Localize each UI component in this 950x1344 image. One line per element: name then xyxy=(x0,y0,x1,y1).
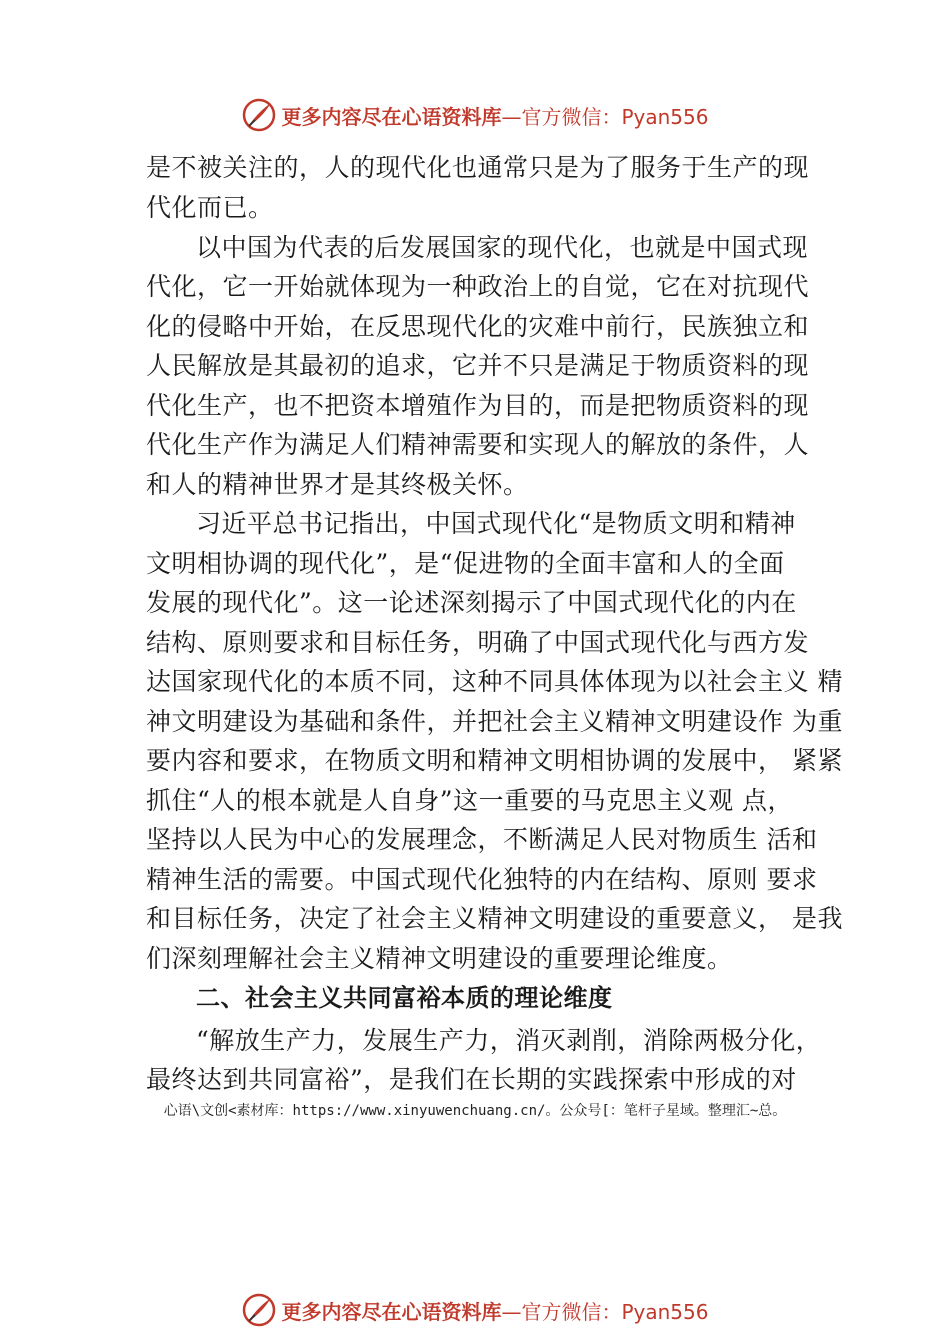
footer-banner xyxy=(0,1290,950,1330)
body-line: 达国家现代化的本质不同，这种不同具体体现为以社会主义 精 xyxy=(146,667,843,696)
banner-right-text: —官方微信：Pyan556 xyxy=(501,1299,709,1324)
body-line: 文明相协调的现代化”，是“促进物的全面丰富和人的全面 xyxy=(146,549,785,578)
body-line: 最终达到共同富裕”，是我们在长期的实践探索中形成的对 xyxy=(146,1065,797,1094)
body-line: 代化生产作为满足人们精神需要和实现人的解放的条件，人 xyxy=(146,430,810,459)
body-line: 代化而已。 xyxy=(146,193,274,222)
quill-logo-icon xyxy=(241,97,277,133)
source-note: 心语\文创<素材库：https://www.xinyuwenchuang.cn/。公众号[：笔杆子星域。整理汇~总。 xyxy=(163,1103,787,1119)
body-line: “解放生产力，发展生产力，消灭剥削，消除两极分化， xyxy=(196,1026,822,1055)
body-line: 代化，它一开始就体现为一种政治上的自觉，它在对抗现代 xyxy=(146,272,810,301)
section-heading: 二、社会主义共同富裕本质的理论维度 xyxy=(196,984,613,1012)
body-line: 精神生活的需要。中国式现代化独特的内在结构、原则 要求 xyxy=(146,865,818,894)
body-line: 坚持以人民为中心的发展理念，不断满足人民对物质生 活和 xyxy=(146,825,818,854)
body-line: 抓住“人的根本就是人自身”这一重要的马克思主义观 点， xyxy=(146,786,794,815)
body-line: 发展的现代化”。这一论述深刻揭示了中国式现代化的内在 xyxy=(146,588,797,617)
body-line: 化的侵略中开始，在反思现代化的灾难中前行，民族独立和 xyxy=(146,312,810,341)
body-line: 是不被关注的，人的现代化也通常只是为了服务于生产的现 xyxy=(146,153,810,182)
body-line: 们深刻理解社会主义精神文明建设的重要理论维度。 xyxy=(146,944,733,973)
body-line: 人民解放是其最初的追求，它并不只是满足于物质资料的现 xyxy=(146,351,810,380)
body-line: 代化生产，也不把资本增殖作为目的，而是把物质资料的现 xyxy=(146,391,810,420)
banner-left-text: 更多内容尽在心语资料库 xyxy=(281,1299,502,1324)
header-banner xyxy=(0,95,950,135)
body-line: 习近平总书记指出，中国式现代化“是物质文明和精神 xyxy=(196,509,796,538)
quill-logo-icon xyxy=(241,1292,277,1328)
body-line: 要内容和要求，在物质文明和精神文明相协调的发展中， 紧紧 xyxy=(146,746,843,775)
body-line: 和目标任务，决定了社会主义精神文明建设的重要意义， 是我 xyxy=(146,904,843,933)
banner-right-text: —官方微信：Pyan556 xyxy=(501,104,709,129)
banner-left-text: 更多内容尽在心语资料库 xyxy=(281,104,502,129)
body-line: 结构、原则要求和目标任务，明确了中国式现代化与西方发 xyxy=(146,628,810,657)
body-line: 和人的精神世界才是其终极关怀。 xyxy=(146,470,529,499)
body-line: 神文明建设为基础和条件，并把社会主义精神文明建设作 为重 xyxy=(146,707,843,736)
body-line: 以中国为代表的后发展国家的现代化，也就是中国式现 xyxy=(196,233,809,262)
